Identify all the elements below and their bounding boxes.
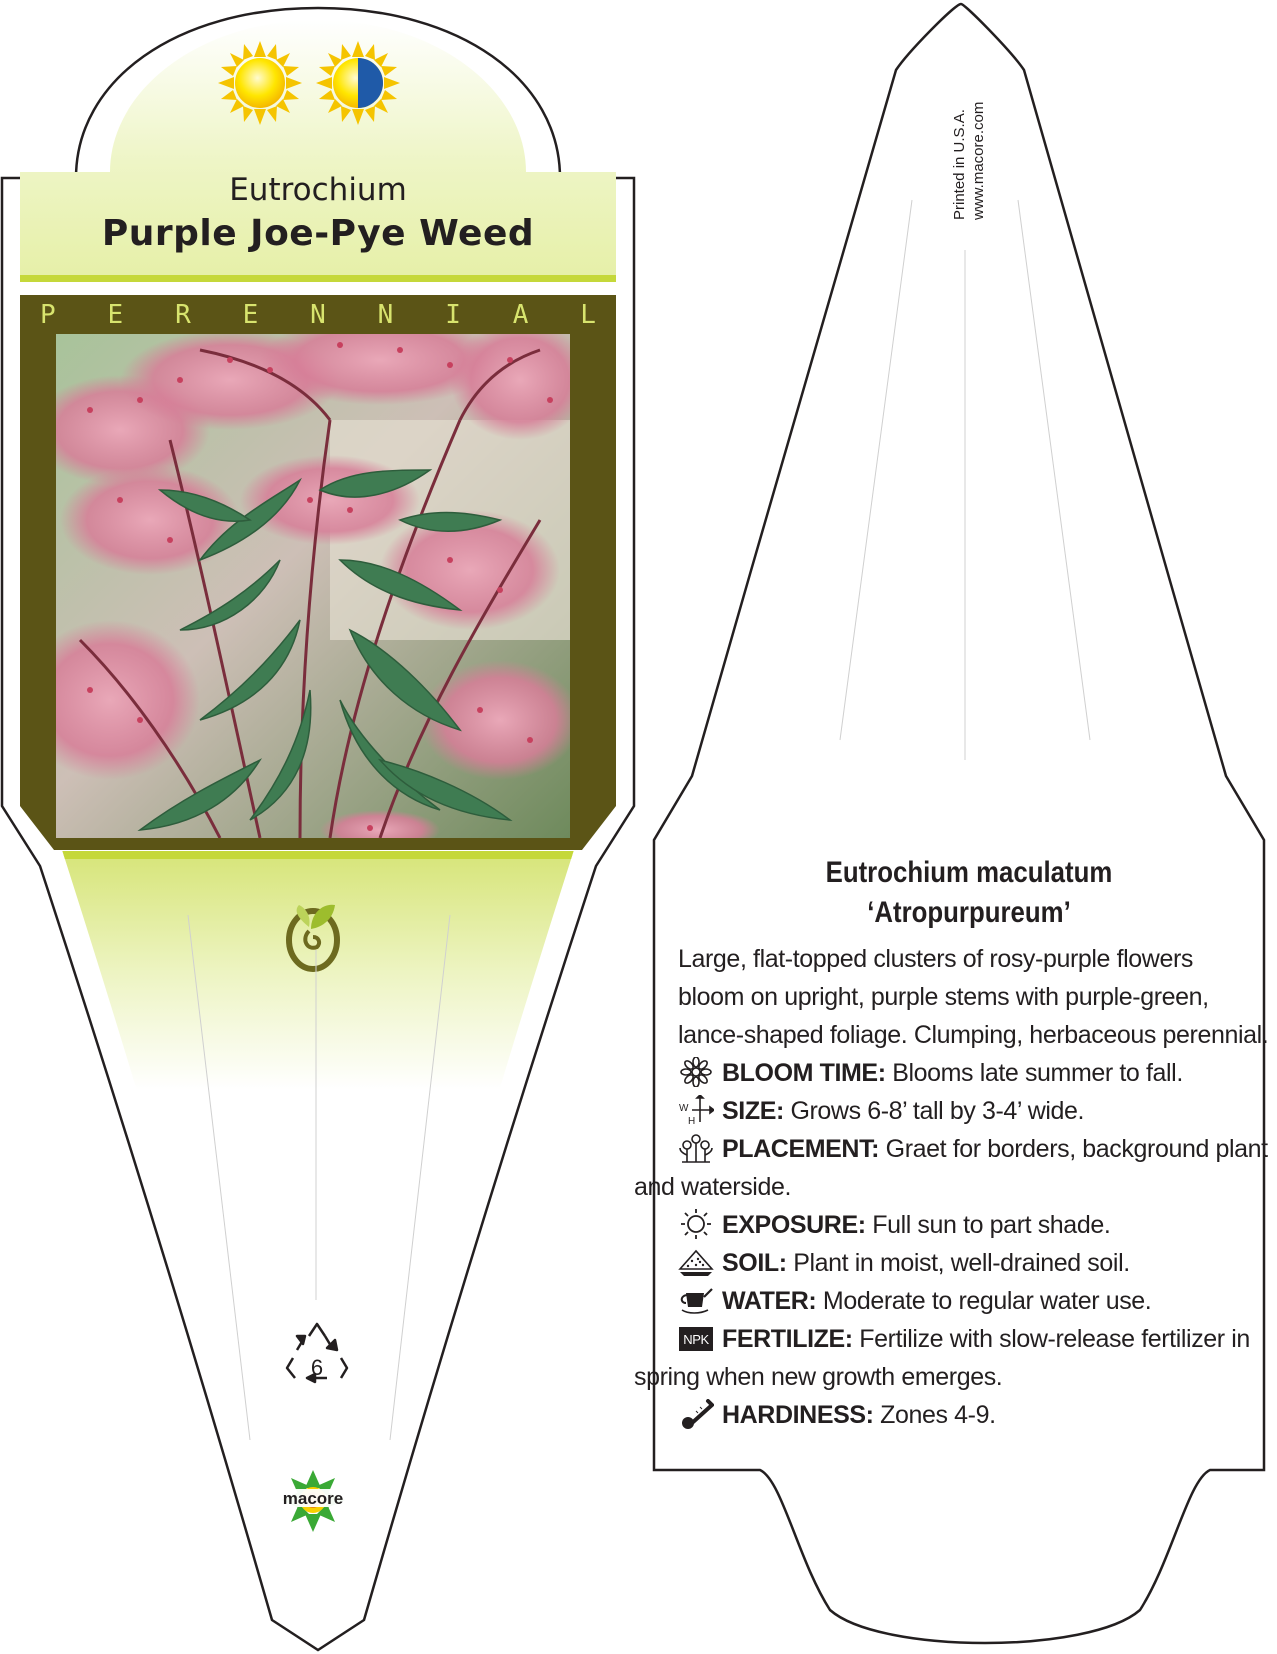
attribute-size bbox=[678, 1092, 1277, 1130]
recycle-code: 6 bbox=[310, 1355, 324, 1380]
attribute-continuation: and waterside. bbox=[634, 1173, 791, 1201]
thermometer-icon bbox=[678, 1399, 716, 1429]
brand-wordmark: macore bbox=[282, 1489, 344, 1508]
attribute-label: HARDINESS: bbox=[722, 1401, 874, 1429]
category-letter: A bbox=[512, 300, 529, 330]
attribute-soil bbox=[678, 1244, 1277, 1282]
attribute-text: Fertilize with slow-release fertilizer in bbox=[859, 1325, 1250, 1353]
category-letter: E bbox=[107, 300, 124, 330]
size-icon bbox=[678, 1095, 716, 1125]
attribute-text: Full sun to part shade. bbox=[872, 1211, 1111, 1239]
category-label bbox=[40, 298, 596, 332]
attribute-placement bbox=[678, 1130, 1277, 1168]
plant-photo bbox=[20, 315, 590, 850]
npk-icon-text: NPK bbox=[683, 1332, 709, 1347]
size-icon-w: W bbox=[679, 1103, 689, 1114]
size-icon-h: H bbox=[688, 1116, 695, 1125]
part-shade-icon bbox=[316, 41, 400, 125]
front-tag bbox=[0, 8, 640, 1650]
watering-can-icon bbox=[678, 1285, 716, 1315]
category-letter: L bbox=[580, 300, 596, 330]
scientific-name-line2: ‘Atropurpureum’ bbox=[867, 896, 1071, 929]
attribute-label: SOIL: bbox=[722, 1249, 787, 1277]
scientific-name bbox=[696, 853, 1243, 933]
attribute-bloom-time bbox=[678, 1054, 1277, 1092]
description-line: lance-shaped foliage. Clumping, herbaceous perennial. bbox=[678, 1021, 1269, 1049]
npk-icon bbox=[678, 1323, 716, 1353]
full-sun-icon bbox=[218, 41, 302, 125]
category-letter: I bbox=[445, 300, 461, 330]
attribute-text: Moderate to regular water use. bbox=[822, 1287, 1152, 1315]
attribute-water bbox=[678, 1282, 1277, 1320]
soil-icon bbox=[678, 1247, 716, 1277]
attribute-label: FERTILIZE: bbox=[722, 1325, 853, 1353]
category-letter: N bbox=[377, 300, 394, 330]
category-letter: N bbox=[310, 300, 326, 330]
attribute-label: PLACEMENT: bbox=[722, 1135, 880, 1163]
printed-in-usa: Printed in U.S.A. bbox=[951, 109, 968, 220]
attribute-label: EXPOSURE: bbox=[722, 1211, 866, 1239]
website: www.macore.com bbox=[970, 101, 987, 220]
attribute-label: BLOOM TIME: bbox=[722, 1059, 886, 1087]
attribute-label: SIZE: bbox=[722, 1097, 784, 1125]
attribute-fertilize bbox=[678, 1320, 1277, 1358]
description-line: bloom on upright, purple stems with purple-green, bbox=[678, 983, 1209, 1011]
attribute-hardiness bbox=[678, 1396, 1277, 1434]
placement-icon bbox=[678, 1133, 716, 1163]
sun-icon bbox=[678, 1209, 716, 1239]
attribute-text: Grows 6-8’ tall by 3-4’ wide. bbox=[790, 1097, 1085, 1125]
header-rule bbox=[20, 275, 616, 282]
plant-description bbox=[634, 940, 1277, 1434]
description-line: Large, flat-topped clusters of rosy-purple flowers bbox=[678, 945, 1193, 973]
plant-genus: Eutrochium bbox=[229, 172, 407, 208]
attribute-continuation: spring when new growth emerges. bbox=[634, 1363, 1003, 1391]
attribute-text: Zones 4-9. bbox=[880, 1401, 996, 1429]
category-letter: E bbox=[242, 300, 259, 330]
category-letter: R bbox=[175, 300, 191, 330]
attribute-text: Blooms late summer to fall. bbox=[892, 1059, 1183, 1087]
attribute-label: WATER: bbox=[722, 1287, 817, 1315]
attribute-exposure bbox=[678, 1206, 1277, 1244]
scientific-name-line1: Eutrochium maculatum bbox=[825, 856, 1113, 889]
plant-common-name: Purple Joe-Pye Weed bbox=[101, 213, 535, 254]
attribute-text: Graet for borders, background plant bbox=[885, 1135, 1268, 1163]
flower-icon bbox=[678, 1057, 716, 1087]
category-letter: P bbox=[40, 300, 56, 330]
attribute-text: Plant in moist, well-drained soil. bbox=[793, 1249, 1130, 1277]
printed-info bbox=[950, 50, 990, 220]
